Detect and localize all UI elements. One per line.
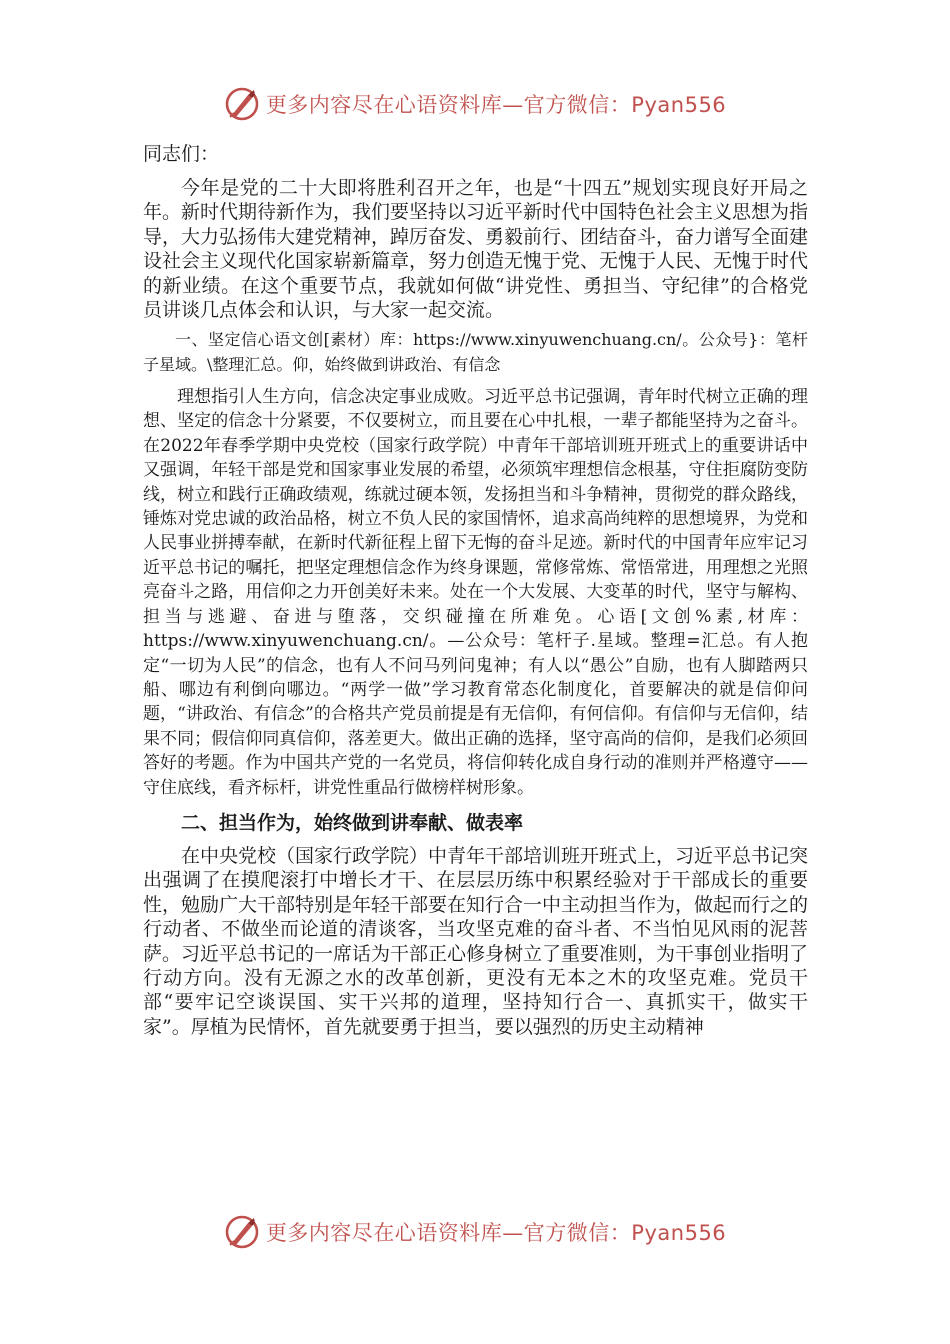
header-watermark-banner — [0, 82, 950, 126]
quill-pen-logo-icon — [224, 1214, 260, 1250]
intro-paragraph: 今年是党的二十大即将胜利召开之年，也是“十四五”规划实现良好开局之年。新时代期待新作为，我们要坚持以习近平新时代中国特色社会主义思想为指导，大力弘扬伟大建党精神，踔厉奋发、勇毅前行、团结奋斗，奋力谱写全面建设社会主义现代化国家崭新篇章，努力创造无愧于党、无愧于人民、无愧于时代的新业绩。在这个重要节点，我就如何做“讲党性、勇担当、守纪律”的合格党员讲谈几点体会和认识，与大家一起交流。 — [143, 177, 809, 322]
footer-watermark-text: 更多内容尽在心语资料库—官方微信：Pyan556 — [265, 1221, 727, 1245]
quill-pen-logo-icon — [224, 86, 260, 122]
document-body — [143, 142, 808, 1045]
salutation: 同志们： — [143, 143, 220, 165]
section2-paragraph: 在中央党校（国家行政学院）中青年干部培训班开班式上，习近平总书记突出强调了在摸爬滚打中增长才干、在层层历练中积累经验对于干部成长的重要性，勉励广大干部特别是年轻干部要在知行合一中主动担当作为，做起而行之的行动者、不做坐而论道的清谈客，当攻坚克难的奋斗者、不当怕见风雨的泥菩萨。习近平总书记的一席话为干部正心修身树立了重要准则，为干事创业指明了行动方向。没有无源之水的改革创新，更没有无本之木的攻坚克难。党员干部“要牢记空谈误国、实干兴邦的道理，坚持知行合一、真抓实干，做实干家”。厚植为民情怀，首先就要勇于担当，要以强烈的历史主动精神 — [143, 844, 809, 1038]
section2-heading: 二、担当作为，始终做到讲奉献、做表率 — [181, 811, 524, 834]
footer-watermark-banner — [0, 1210, 950, 1254]
section1-heading: 一、坚定信心语文创[素材）库：https://www.xinyuwenchuang.cn/。公众号}：笔杆子星域。\整理汇总。仰，始终做到讲政治、有信念 — [143, 330, 808, 374]
section1-paragraph: 理想指引人生方向，信念决定事业成败。习近平总书记强调，青年时代树立正确的理想、坚定的信念十分紧要，不仅要树立，而且要在心中扎根，一辈子都能坚持为之奋斗。在2022年春季学期中央党校（国家行政学院）中青年干部培训班开班式上的重要讲话中又强调，年轻干部是党和国家事业发展的希望，必须筑牢理想信念根基，守住拒腐防变防线，树立和践行正确政绩观，练就过硬本领，发扬担当和斗争精神，贯彻党的群众路线，锤炼对党忠诚的政治品格，树立不负人民的家国情怀，追求高尚纯粹的思想境界，为党和人民事业拼搏奉献，在新时代新征程上留下无悔的奋斗足迹。新时代的中国青年应牢记习近平总书记的嘱托，把坚定理想信念作为终身课题，常修常炼、常悟常进，用理想之光照亮奋斗之路，用信仰之力开创美好未来。处在一个大发展、大变革的时代，坚守与解构、担当与逃避、奋进与堕落，交织碰撞在所难免。心语[文创%素,材库：https://www.xinyuwenchuang.cn/。—公众号：笔杆子.星域。整理=汇总。有人抱定“一切为人民”的信念，也有人不问马列问鬼神；有人以“愚公”自励，也有人脚踏两只船、哪边有利倒向哪边。“两学一做”学习教育常态化制度化，首要解决的就是信仰问题，“讲政治、有信念”的合格共产党员前提是有无信仰，有何信仰。有信仰与无信仰，结果不同；假信仰同真信仰，落差更大。做出正确的选择，坚守高尚的信仰，是我们必须回答好的考题。作为中国共产党的一名党员，将信仰转化成自身行动的准则并严格遵守——守住底线，看齐标杆，讲党性重品行做榜样树形象。 — [143, 387, 808, 798]
header-watermark-text: 更多内容尽在心语资料库—官方微信：Pyan556 — [265, 93, 727, 117]
